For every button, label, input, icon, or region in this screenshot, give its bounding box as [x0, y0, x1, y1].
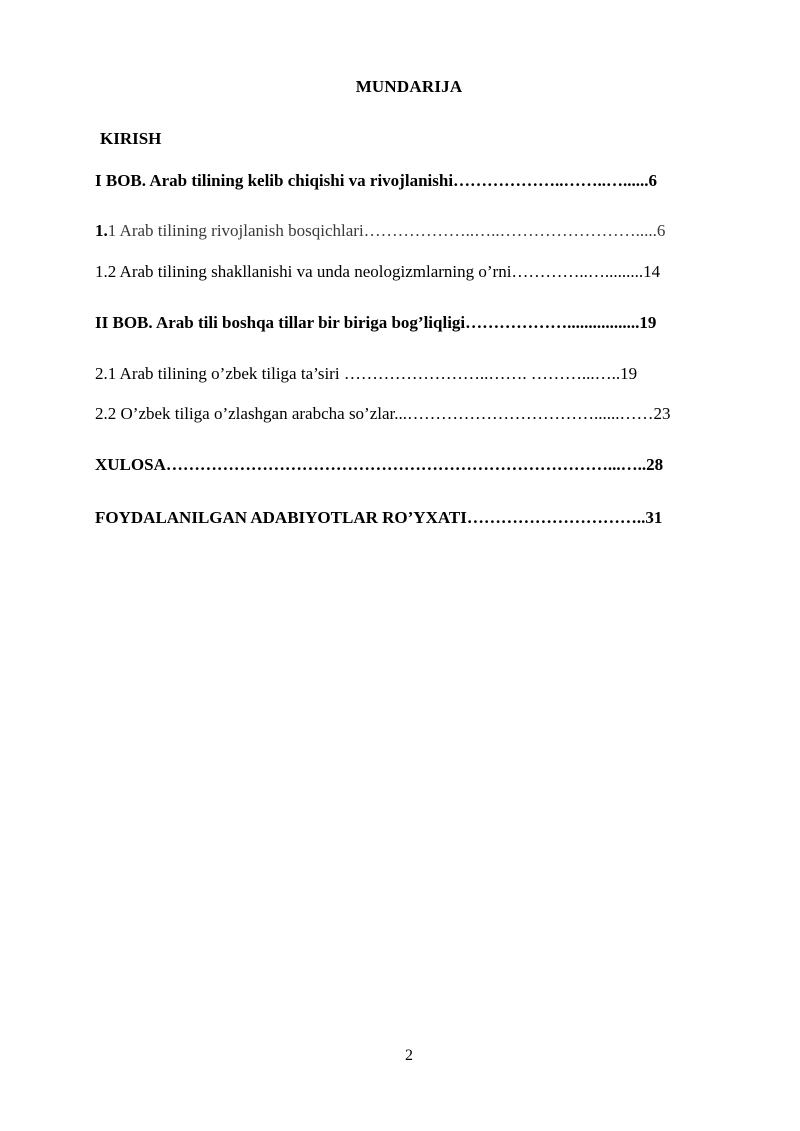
- toc-entry-chapter-1: I BOB. Arab tilining kelib chiqishi va rivojlanishi………………..……..…......6: [95, 171, 658, 190]
- toc-entry-kirish: KIRISH: [100, 129, 162, 148]
- toc-entry-references: FOYDALANILGAN ADABIYOTLAR RO’YXATI…………………………..31: [95, 508, 663, 527]
- toc-entry-section-1-2: 1.2 Arab tilining shakllanishi va unda neologizmlarning o’rni…………..….........14: [95, 262, 661, 281]
- toc-entry-section-1-1: [95, 221, 665, 241]
- toc-section-number-bold: 1.: [95, 221, 108, 240]
- toc-entry-chapter-2: II BOB. Arab tili boshqa tillar bir biriga bog’liqligi……………….................19: [95, 313, 657, 332]
- toc-title: MUNDARIJA: [355, 77, 463, 96]
- toc-section-text: 1 Arab tilining rivojlanish bosqichlari………………..…..…………………….....6: [107, 221, 666, 240]
- toc-entry-section-2-1: 2.1 Arab tilining o’zbek tiliga ta’siri ……………………..……. ………...…..19: [95, 364, 638, 383]
- page-number: 2: [405, 1047, 413, 1064]
- toc-entry-xulosa: XULOSA……………………………………………………………………...…..28: [95, 455, 664, 474]
- toc-entry-section-2-2: 2.2 O’zbek tiliga o’zlashgan arabcha so’zlar...……………………………......……23: [95, 404, 671, 423]
